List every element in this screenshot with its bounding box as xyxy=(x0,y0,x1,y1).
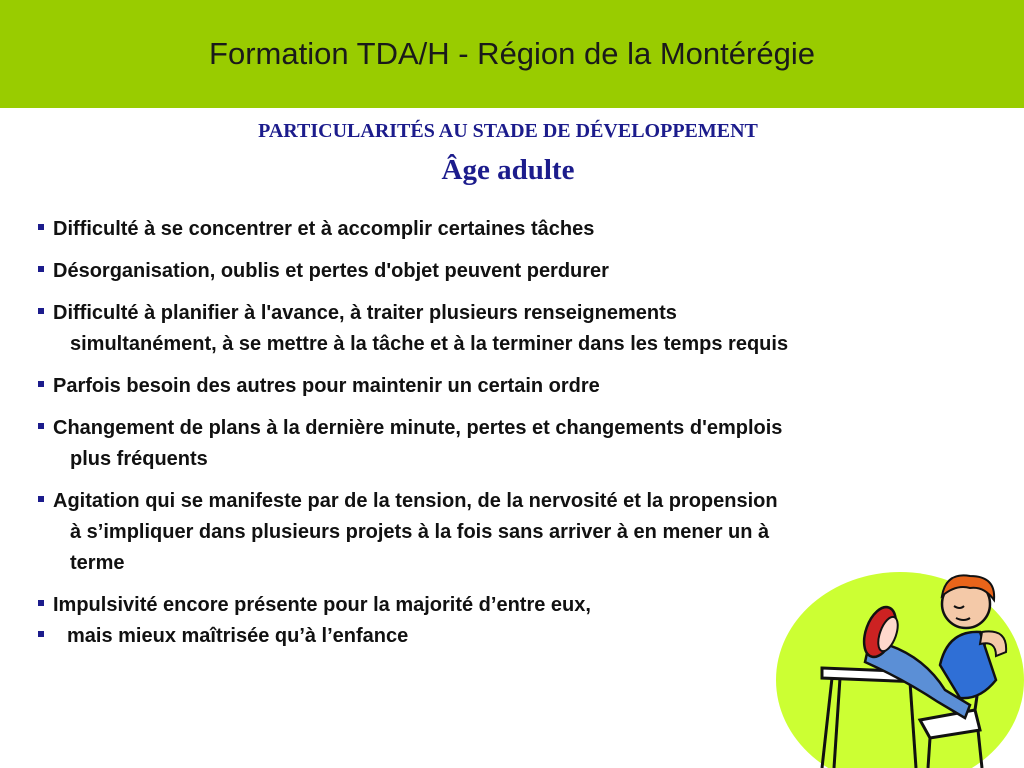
bullet-item xyxy=(38,371,1013,402)
bullet-marker-icon xyxy=(38,631,44,637)
bullet-item xyxy=(38,298,1013,360)
bullet-text: Impulsivité encore présente pour la majorité d’entre eux, xyxy=(53,594,591,616)
bullet-text-continued: plus fréquents xyxy=(70,448,208,470)
bullet-item xyxy=(38,256,1013,287)
person-relaxing-at-desk-icon xyxy=(770,570,1024,768)
bullet-marker-icon xyxy=(38,266,44,272)
bullet-text: Difficulté à planifier à l'avance, à traiter plusieurs renseignements xyxy=(53,302,677,324)
bullet-text: mais mieux maîtrisée qu’à l’enfance xyxy=(67,625,409,647)
bullet-text: Agitation qui se manifeste par de la tension, de la nervosité et la propension xyxy=(53,490,778,512)
bullet-text: Difficulté à se concentrer et à accomplir certaines tâches xyxy=(53,218,595,240)
bullet-text: Changement de plans à la dernière minute, pertes et changements d'emplois xyxy=(53,417,783,439)
bullet-marker-icon xyxy=(38,308,44,314)
chair-leg xyxy=(928,738,930,768)
bullet-item xyxy=(38,486,1013,579)
bullet-text: Désorganisation, oublis et pertes d'objet peuvent perdurer xyxy=(53,260,609,282)
bullet-marker-icon xyxy=(38,224,44,230)
bullet-item xyxy=(38,214,1013,245)
bullet-item xyxy=(38,413,1013,475)
bullet-marker-icon xyxy=(38,423,44,429)
bullet-text-continued: à s’impliquer dans plusieurs projets à la fois sans arriver à en mener un à xyxy=(70,521,770,543)
bullet-text: Parfois besoin des autres pour maintenir un certain ordre xyxy=(53,375,600,397)
slide-title: Formation TDA/H - Région de la Montérégie xyxy=(209,36,815,71)
bullet-text-continued: terme xyxy=(70,552,125,574)
bullet-marker-icon xyxy=(38,381,44,387)
section-subtitle: PARTICULARITÉS AU STADE DE DÉVELOPPEMENT xyxy=(258,120,758,142)
bullet-text-continued: simultanément, à se mettre à la tâche et à la terminer dans les temps requis xyxy=(70,333,789,355)
bullet-marker-icon xyxy=(38,600,44,606)
bullet-marker-icon xyxy=(38,496,44,502)
section-heading: Âge adulte xyxy=(441,154,575,186)
